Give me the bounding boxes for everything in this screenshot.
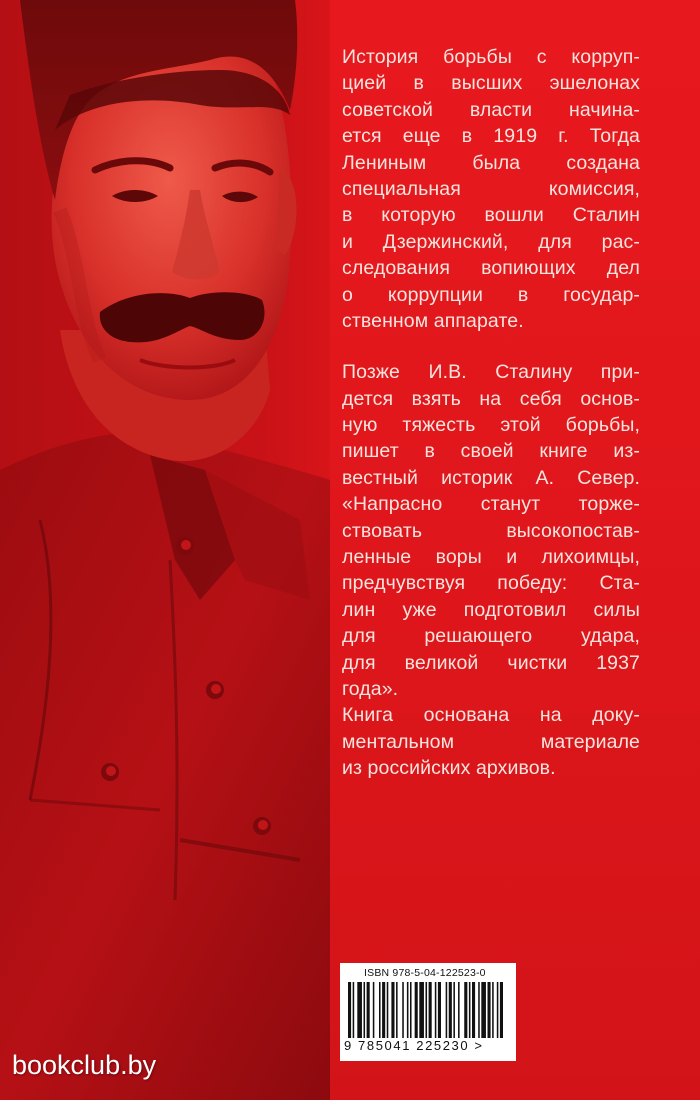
ean-digits: 9 785041 225230 >: [344, 1038, 484, 1053]
text-line: цией в высших эшелонах: [342, 72, 640, 95]
text-line: История борьбы с корруп-: [342, 46, 640, 68]
barcode-bar: [438, 982, 441, 1038]
text-line: советской власти начина-: [342, 98, 640, 121]
barcode-bar: [449, 982, 452, 1038]
description-paragraph-1: [342, 44, 640, 334]
barcode-bar: [379, 982, 381, 1038]
text-line: дется взять на себя основ-: [342, 387, 640, 410]
text-line: пишет в своей книге из-: [342, 440, 640, 463]
barcode-bar: [492, 982, 494, 1038]
barcode-bar: [426, 982, 428, 1038]
barcode-bars: [346, 982, 510, 1038]
barcode-bar: [396, 982, 398, 1038]
barcode-bar: [407, 982, 409, 1038]
barcode-bar: [464, 982, 467, 1038]
barcode-bar: [367, 982, 370, 1038]
text-line: в которую вошли Сталин: [342, 204, 640, 227]
barcode-bar: [429, 982, 432, 1038]
barcode-bar: [435, 982, 437, 1038]
barcode-bar: [488, 982, 491, 1038]
barcode-bar: [402, 982, 404, 1038]
text-line: следования вопиющих дел: [342, 257, 640, 280]
barcode-bar: [415, 982, 418, 1038]
description-paragraph-2: [342, 359, 640, 781]
text-line: и Дзержинский, для рас-: [342, 230, 640, 253]
text-line: Позже И.В. Сталину при-: [342, 361, 640, 384]
barcode-bar: [357, 982, 362, 1038]
barcode-bar: [348, 982, 351, 1038]
text-line: о коррупции в государ-: [342, 283, 640, 306]
barcode-bar: [481, 982, 486, 1038]
barcode-bar: [472, 982, 475, 1038]
isbn-label: ISBN 978-5-04-122523-0: [364, 967, 486, 979]
text-line: специальная комиссия,: [342, 177, 640, 200]
text-line: предчувствуя победу: Ста-: [342, 572, 640, 595]
barcode-bar: [497, 982, 499, 1038]
portrait-photo: [0, 0, 330, 1100]
text-line: вестный историк А. Север.: [342, 466, 640, 489]
text-line: ется еще в 1919 г. Тогда: [342, 125, 640, 148]
text-line: ленные воры и лихоимцы,: [342, 546, 640, 569]
portrait-illustration: [0, 0, 330, 1100]
text-line: для решающего удара,: [342, 625, 640, 648]
site-watermark: bookclub.by: [12, 1050, 157, 1080]
barcode-bar: [364, 982, 366, 1038]
barcode-bar: [446, 982, 448, 1038]
barcode-bar: [382, 982, 385, 1038]
barcode-bar: [458, 982, 460, 1038]
barcode-bar: [353, 982, 355, 1038]
barcode-bar: [478, 982, 480, 1038]
barcode-bar: [500, 982, 503, 1038]
isbn-barcode: [340, 963, 516, 1061]
text-line: для великой чистки 1937: [342, 651, 640, 674]
barcode-bar: [391, 982, 394, 1038]
description-text: [342, 44, 640, 782]
text-line: Книга основана на доку-: [342, 704, 640, 727]
text-line: ствовать высокопостав-: [342, 519, 640, 542]
text-line: лин уже подготовил силы: [342, 598, 640, 621]
text-line: Лениным была создана: [342, 151, 640, 174]
barcode-bar: [373, 982, 375, 1038]
text-line: ную тяжесть этой борьбы,: [342, 414, 640, 437]
text-line: «Напрасно станут торже-: [342, 493, 640, 516]
barcode-bar: [410, 982, 412, 1038]
barcode-bar: [469, 982, 471, 1038]
text-line: года».: [342, 677, 399, 700]
barcode-bar: [387, 982, 389, 1038]
barcode-bar: [419, 982, 424, 1038]
text-line: ственном аппарате.: [342, 309, 524, 332]
barcode-bar: [453, 982, 455, 1038]
text-line: ментальном материале: [342, 730, 640, 753]
text-line: из российских архивов.: [342, 757, 556, 780]
